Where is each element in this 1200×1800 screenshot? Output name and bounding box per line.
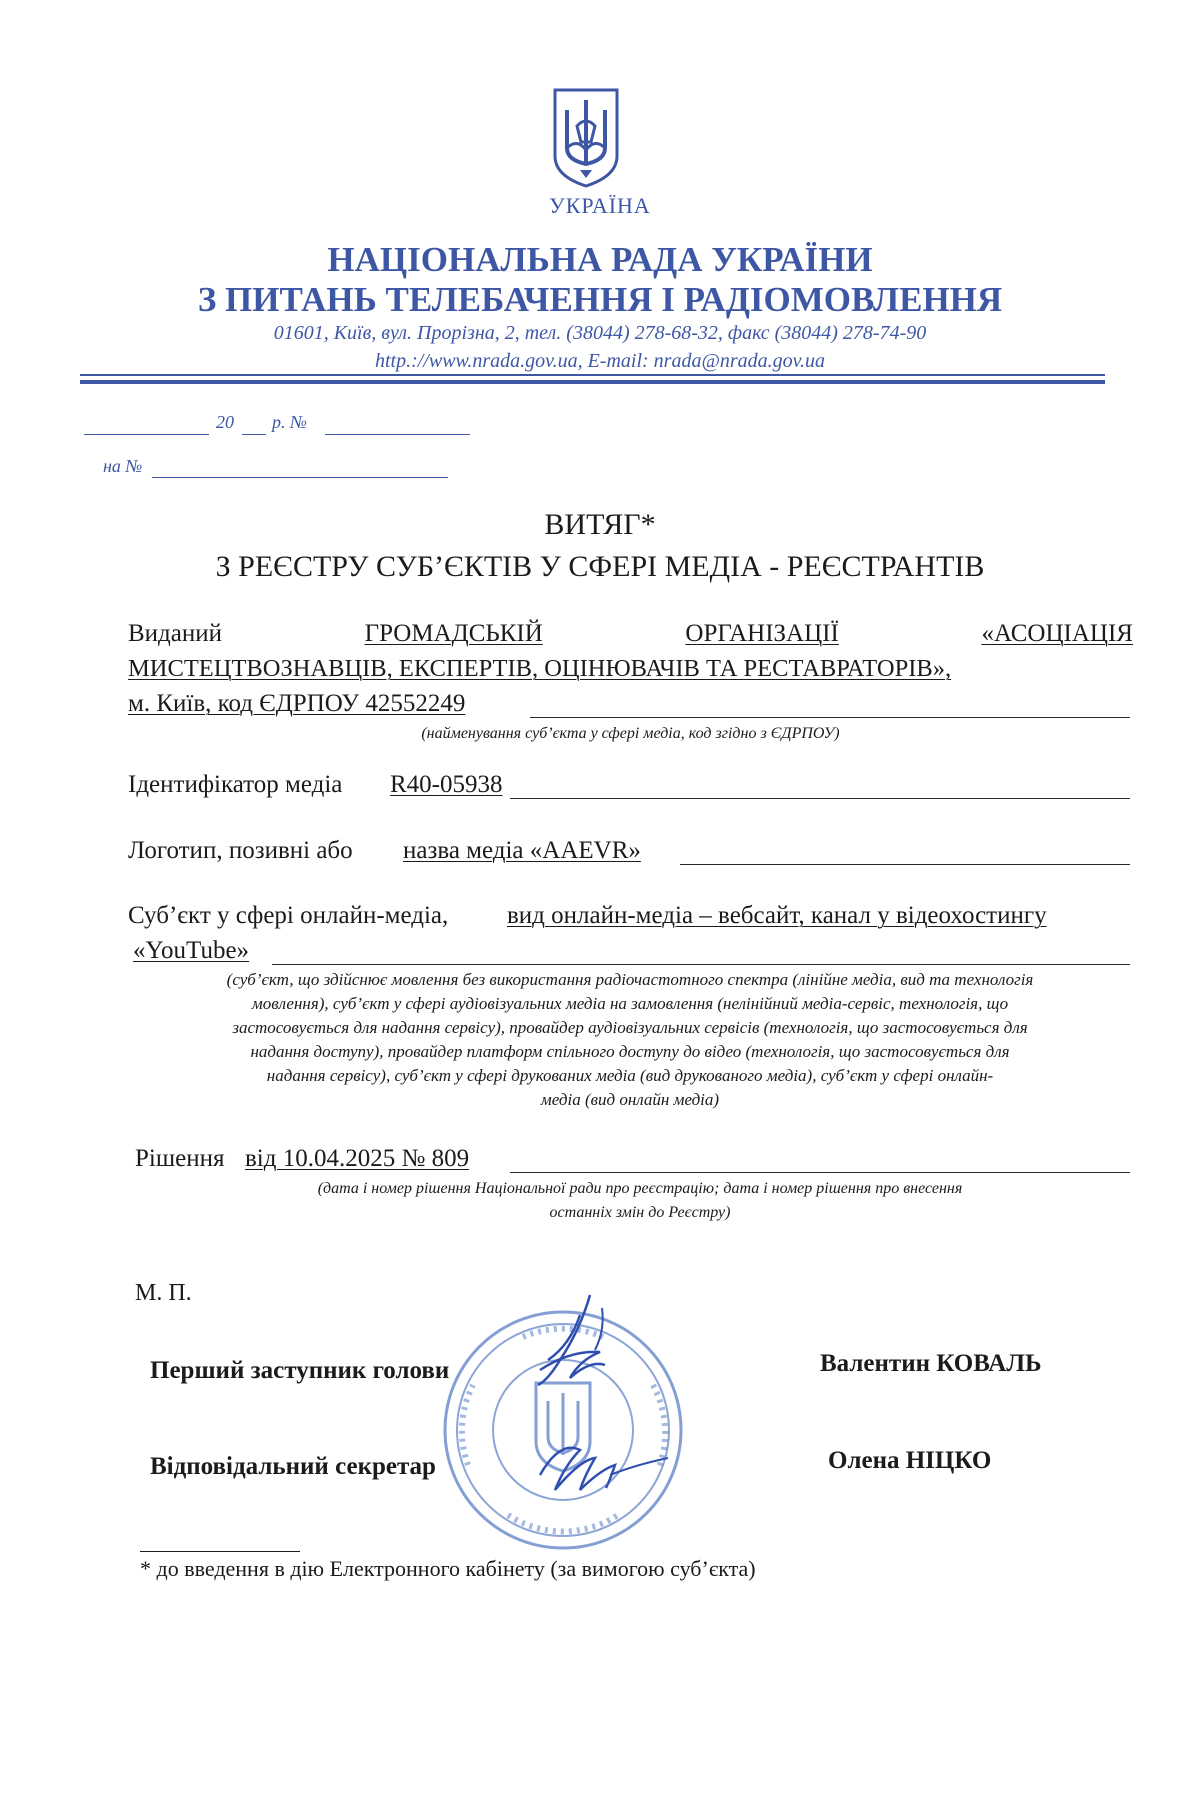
subject-note-line: надання сервісу), суб’єкт у сфері друкованих медіа (вид друкованого медіа), суб’єкт у сфері онлайн- (266, 1066, 994, 1085)
media-id-value: R40-05938 (390, 771, 503, 798)
reference-label: на № (103, 456, 143, 476)
reference-blank-line (152, 477, 448, 478)
document-title: ВИТЯГ* (544, 508, 656, 541)
header-divider-thick (80, 380, 1105, 384)
logo-fill-line (680, 864, 1130, 865)
decision-value: від 10.04.2025 № 809 (245, 1145, 470, 1172)
issued-fill-line (530, 717, 1130, 718)
organization-name-line1: НАЦІОНАЛЬНА РАДА УКРАЇНИ (327, 240, 873, 279)
footnote-text: * до введення в дію Електронного кабінету (за вимогою суб’єкта) (140, 1556, 756, 1581)
secretary-name: Олена НІЦКО (828, 1447, 992, 1474)
subject-note-line: надання доступу), провайдер платформ спільного доступу до відео (технологія, що застосовується для (250, 1042, 1010, 1061)
decision-note-line: останніх змін до Реєстру) (549, 1204, 731, 1221)
subject-value-line2: «YouTube» (133, 937, 250, 964)
year-suffix: р. № (272, 412, 307, 432)
issued-word-2: ОРГАНІЗАЦІЇ (685, 620, 839, 647)
issued-line3: м. Київ, код ЄДРПОУ 42552249 (128, 690, 466, 717)
issued-line2: МИСТЕЦТВОЗНАВЦІВ, ЕКСПЕРТІВ, ОЦІНЮВАЧІВ ТА РЕСТАВРАТОРІВ», (128, 655, 952, 682)
logo-value: назва медіа «AAEVR» (403, 837, 641, 864)
media-id-fill-line (510, 798, 1130, 799)
trident-emblem-icon (551, 86, 621, 190)
year-blank-line (242, 434, 266, 435)
date-blank-line (84, 434, 209, 435)
number-blank-line (325, 434, 470, 435)
document-subtitle: З РЕЄСТРУ СУБ’ЄКТІВ У СФЕРІ МЕДІА - РЕЄСТРАНТІВ (215, 550, 985, 583)
issued-note: (найменування суб’єкта у сфері медіа, код згідно з ЄДРПОУ) (421, 725, 840, 742)
first-deputy-name: Валентин КОВАЛЬ (820, 1350, 1042, 1377)
subject-note-line: медіа (вид онлайн медіа) (540, 1090, 720, 1109)
media-id-label: Ідентифікатор медіа (128, 771, 343, 798)
subject-note-line: мовлення), суб’єкт у сфері аудіовізуальних медіа на замовлення (нелінійний медіа-сервіс, технологія, що (251, 994, 1009, 1013)
organization-address: 01601, Київ, вул. Прорізна, 2, тел. (38044) 278-68-32, факс (38044) 278-74-90 (273, 322, 927, 344)
handwritten-signatures-icon (430, 1290, 730, 1550)
year-prefix: 20 (216, 412, 234, 432)
subject-note-line: (суб’єкт, що здійснює мовлення без використання радіочастотного спектра (лінійне медіа, вид та технологія (226, 970, 1034, 989)
first-deputy-title: Перший заступник голови (150, 1357, 450, 1384)
subject-note (110, 968, 1150, 1112)
issued-word-1: ГРОМАДСЬКІЙ (364, 620, 543, 647)
issued-line1 (128, 620, 1133, 648)
organization-contacts: http.://www.nrada.gov.ua, E-mail: nrada@nrada.gov.ua (374, 350, 826, 372)
decision-note (200, 1177, 1080, 1225)
issued-label: Виданий (128, 620, 223, 647)
subject-note-line: застосовується для надання сервісу), провайдер аудіовізуальних сервісів (технологія, що застосовується для (232, 1018, 1028, 1037)
subject-fill-line (272, 964, 1130, 965)
subject-label: Суб’єкт у сфері онлайн-медіа, (128, 902, 449, 929)
decision-fill-line (510, 1172, 1130, 1173)
issued-word-3: «АСОЦІАЦІЯ (981, 620, 1133, 647)
logo-label: Логотип, позивні або (128, 837, 353, 864)
decision-note-line: (дата і номер рішення Національної ради про реєстрацію; дата і номер рішення про внесення (317, 1180, 963, 1197)
country-label: УКРАЇНА (549, 193, 651, 218)
secretary-title: Відповідальний секретар (150, 1453, 436, 1480)
seal-place-label: М. П. (135, 1280, 192, 1306)
organization-name-line2: З ПИТАНЬ ТЕЛЕБАЧЕННЯ І РАДІОМОВЛЕННЯ (197, 280, 1003, 319)
subject-value-line1: вид онлайн-медіа – вебсайт, канал у відеохостингу (507, 902, 1047, 929)
decision-label: Рішення (135, 1145, 225, 1172)
footnote-divider (140, 1551, 300, 1552)
header-divider-thin (80, 374, 1105, 376)
